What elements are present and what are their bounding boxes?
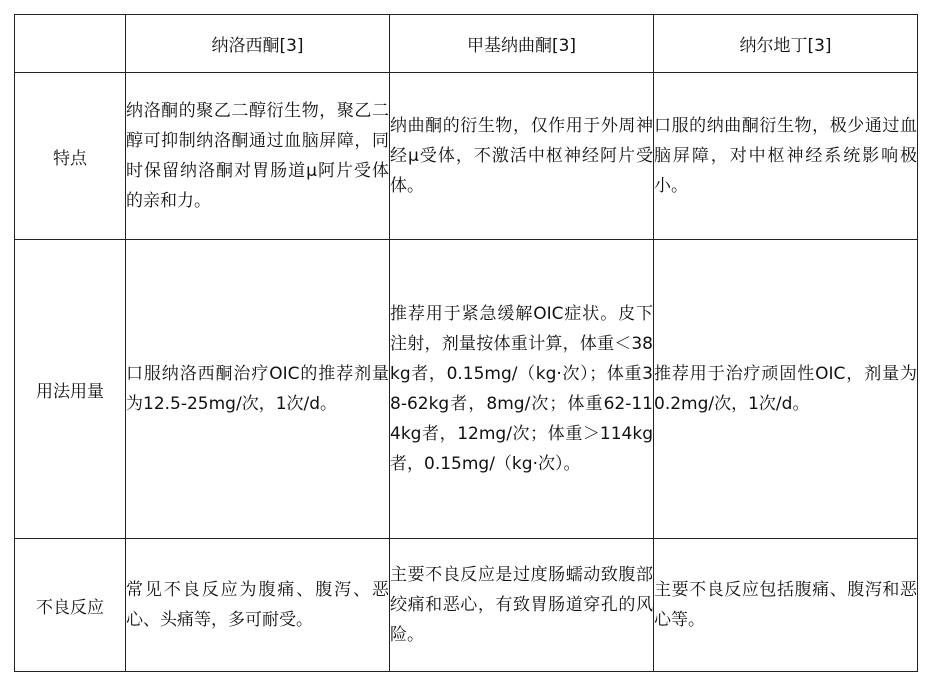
corner-cell bbox=[15, 15, 126, 73]
table-cell: 纳曲酮的衍生物，仅作用于外周神经μ受体，不激活中枢神经阿片受体。 bbox=[390, 73, 654, 240]
column-header-naloxegol: 纳洛西酮[3] bbox=[126, 15, 390, 73]
table-row bbox=[15, 73, 918, 240]
header-row bbox=[15, 15, 918, 73]
table-cell: 主要不良反应包括腹痛、腹泻和恶心等。 bbox=[654, 539, 918, 672]
table-cell: 口服纳洛西酮治疗OIC的推荐剂量为12.5-25mg/次，1次/d。 bbox=[126, 240, 390, 539]
column-header-methylnaltrexone: 甲基纳曲酮[3] bbox=[390, 15, 654, 73]
table-cell: 常见不良反应为腹痛、腹泻、恶心、头痛等，多可耐受。 bbox=[126, 539, 390, 672]
table-cell: 口服的纳曲酮衍生物，极少通过血脑屏障，对中枢神经系统影响极小。 bbox=[654, 73, 918, 240]
table-cell: 推荐用于治疗顽固性OIC，剂量为0.2mg/次，1次/d。 bbox=[654, 240, 918, 539]
column-header-naldemedine: 纳尔地丁[3] bbox=[654, 15, 918, 73]
table-row bbox=[15, 240, 918, 539]
table-cell: 主要不良反应是过度肠蠕动致腹部绞痛和恶心，有致胃肠道穿孔的风险。 bbox=[390, 539, 654, 672]
drug-comparison-table bbox=[14, 14, 918, 672]
row-header-features: 特点 bbox=[15, 73, 126, 240]
row-header-dosage: 用法用量 bbox=[15, 240, 126, 539]
table-cell: 推荐用于紧急缓解OIC症状。皮下注射，剂量按体重计算，体重＜38kg者，0.15mg/（kg·次）；体重38-62kg者，8mg/次；体重62-114kg者，12mg/次；体重＞114kg者，0.15mg/（kg·次）。 bbox=[390, 240, 654, 539]
table-cell: 纳洛酮的聚乙二醇衍生物，聚乙二醇可抑制纳洛酮通过血脑屏障，同时保留纳洛酮对胃肠道μ阿片受体的亲和力。 bbox=[126, 73, 390, 240]
table-row bbox=[15, 539, 918, 672]
row-header-adverse-reactions: 不良反应 bbox=[15, 539, 126, 672]
